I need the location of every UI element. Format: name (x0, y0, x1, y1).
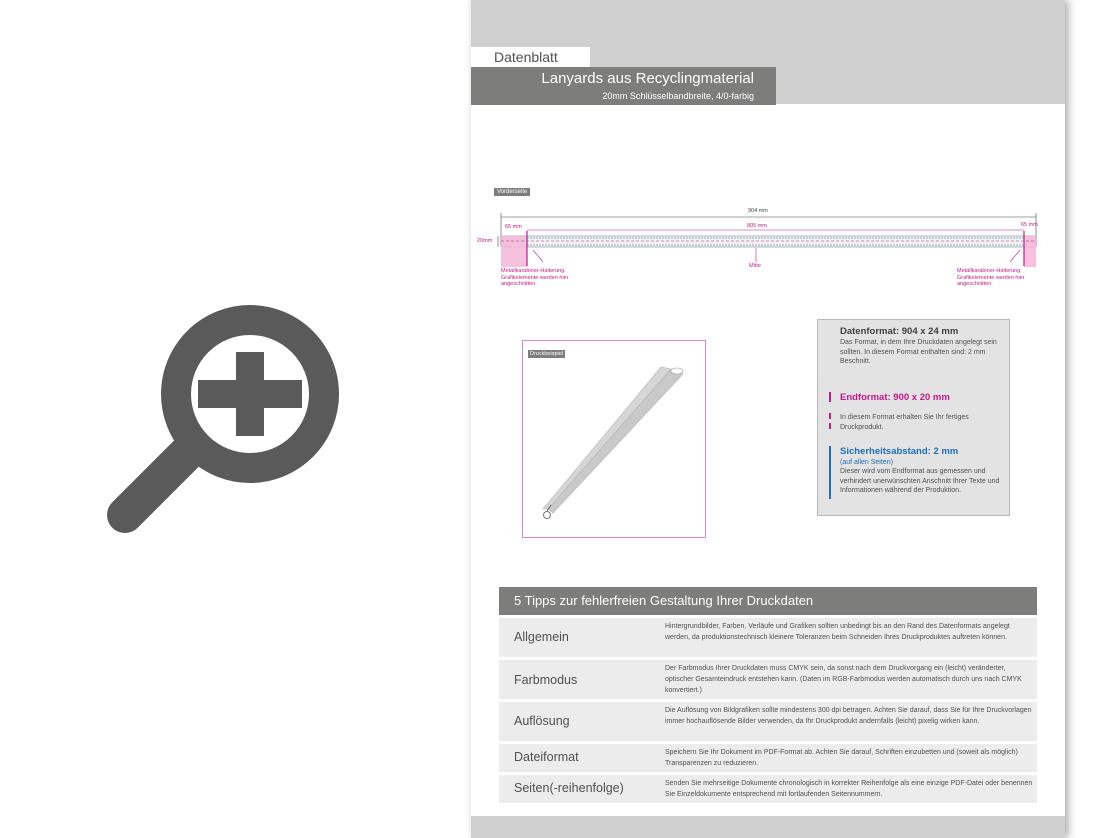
tip-text: Senden Sie mehrseitige Dokumente chronologisch in korrekter Reihenfolge als eine einzige PDF-Datei oder benennen Sie Einzeldokumente entsprechend mit fortlaufenden Seitennummern. (665, 780, 1033, 798)
lanyard-illustration (523, 341, 707, 539)
tip-row (499, 702, 1037, 741)
tips-section (499, 587, 1037, 803)
height-label: 20mm (477, 238, 493, 244)
end-format-marker-2 (829, 413, 831, 429)
left-margin-label: 65 mm (505, 224, 522, 230)
product-title-box (471, 67, 776, 105)
product-subtitle: 20mm Schlüsselbandbreite, 4/0-farbig (602, 91, 754, 101)
safety-sub: (auf allen Seiten) (840, 459, 893, 466)
preview-tag: Druckbeispiel (530, 351, 564, 357)
end-format-text: In diesem Format erhalten Sie Ihr fertiges Druckprodukt. (840, 414, 969, 431)
technical-drawing (471, 186, 1065, 296)
center-note: Mitte (749, 263, 761, 269)
print-preview (522, 340, 706, 538)
total-width-label: 904 mm (748, 208, 768, 214)
end-format-title: Endformat: 900 x 20 mm (840, 392, 950, 403)
right-note: Metallkarabiner-Halterung. Grafikelemente werden hier angeschnitten. (957, 268, 1025, 287)
safety-title: Sicherheitsabstand: 2 mm (840, 446, 959, 457)
datasheet-tag: Datenblatt (471, 47, 590, 67)
product-title: Lanyards aus Recyclingmaterial (541, 70, 754, 87)
tips-title: 5 Tipps zur fehlerfreien Gestaltung Ihrer Druckdaten (499, 587, 1037, 615)
tip-label: Farbmodus (514, 673, 578, 687)
tip-text: Der Farbmodus Ihrer Druckdaten muss CMYK sein, da sonst nach dem Druckvorgang ein (leicht) veränderter, optischer Gesamteindruck entstehen kann. (Daten im RGB-Farbmodus werden automatisch durch uns nach CMYK konvertiert.) (665, 665, 1022, 694)
tip-row (499, 660, 1037, 699)
tip-label: Auflösung (514, 714, 570, 728)
safety-marker (829, 446, 831, 499)
safety-text: Dieser wird vom Endformat aus gemessen und verhindert unerwünschten Anschnitt Ihrer Texte und Informationen während der Produktion. (840, 468, 1000, 494)
tip-text: Die Auflösung von Bildgrafiken sollte mindestens 300 dpi betragen. Achten Sie darauf, dass Sie für Ihre Druckvorlagen immer hochauflösende Bilder verwenden, da Ihr Druckprodukt andernfalls (leicht) pixelig wirken kann. (665, 707, 1032, 725)
tip-text: Hintergrundbilder, Farben, Verläufe und Grafiken sollten unbedingt bis an den Rand des Datenformats angelegt werden, da produktionstechnisch kleinere Toleranzen beim Schneiden Ihres Druckproduktes auftreten können. (665, 623, 1010, 641)
tip-row (499, 744, 1037, 772)
tip-label: Seiten(-reihenfolge) (514, 781, 624, 795)
format-info-box (817, 319, 1010, 516)
data-format-text: Das Format, in dem Ihre Druckdaten angelegt sein sollten. In diesem Format enthalten sind: 2 mm Beschnitt. (840, 339, 997, 365)
tip-row (499, 618, 1037, 657)
center-width-label: 805 mm (747, 223, 767, 229)
tip-label: Dateiformat (514, 750, 579, 764)
page-footer-band (471, 816, 1065, 838)
side-label: Vorderseite (494, 188, 530, 196)
left-note: Metallkarabiner-Halterung. Grafikelemente werden hier angeschnitten. (501, 268, 569, 287)
zoom-in-icon[interactable] (100, 290, 360, 550)
tip-text: Speichern Sie Ihr Dokument im PDF-Format ab. Achten Sie darauf, Schriften einzubetten und (soweit als möglich) Transparenzen zu reduzieren. (665, 749, 1018, 767)
datasheet-page (471, 0, 1065, 838)
tip-label: Allgemein (514, 630, 569, 644)
end-format-marker (829, 392, 831, 402)
tip-row (499, 775, 1037, 803)
data-format-title: Datenformat: 904 x 24 mm (840, 326, 959, 337)
right-margin-label: 65 mm (1021, 222, 1038, 228)
